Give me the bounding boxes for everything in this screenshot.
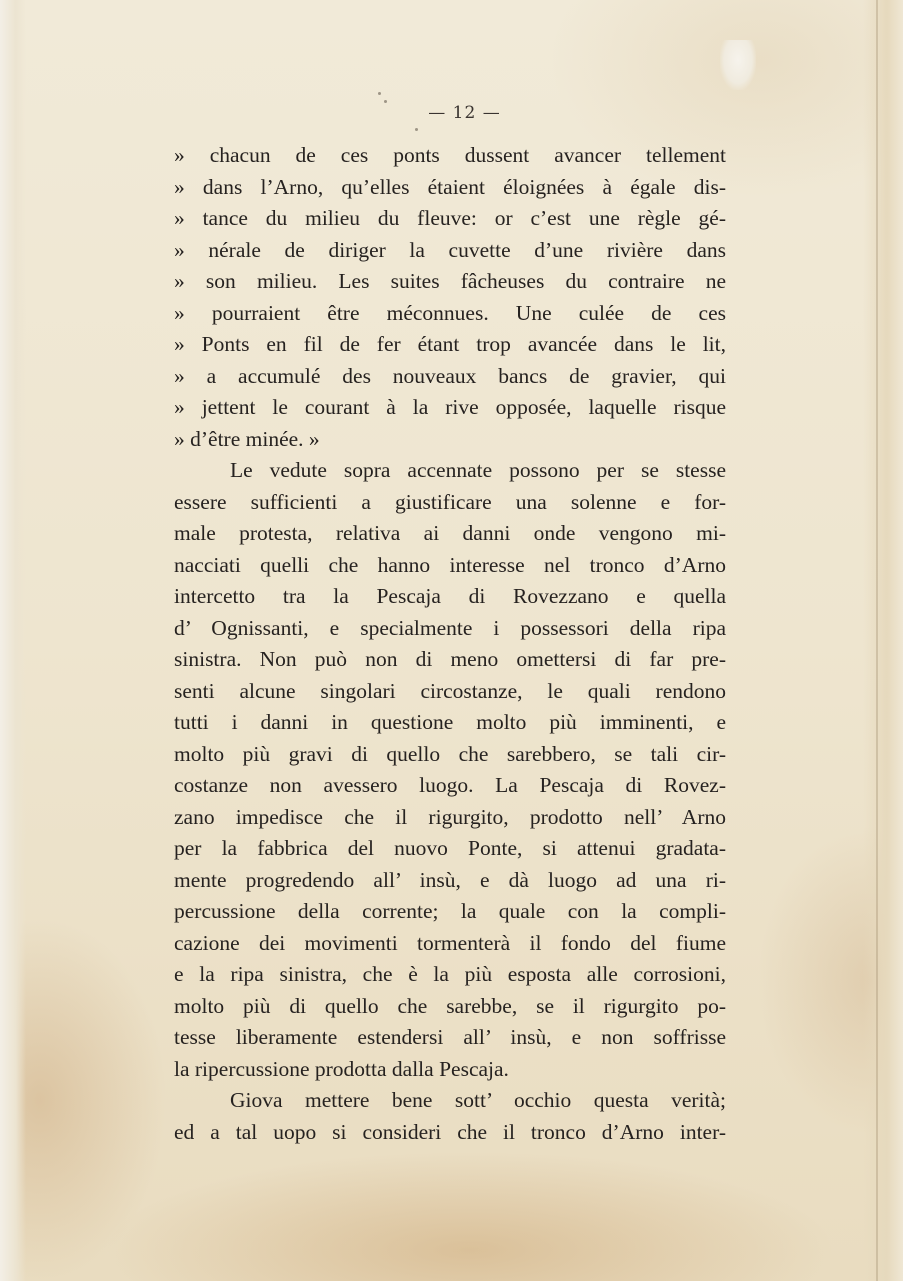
text-line: nacciati quelli che hanno interesse nel tronco d’Arno <box>174 552 726 577</box>
text-line: » d’être minée. » <box>174 426 320 451</box>
text-line: ed a tal uopo si consideri che il tronco d’Arno inter- <box>174 1119 726 1144</box>
text-line: » Ponts en fil de fer étant trop avancée dans le lit, <box>174 332 726 356</box>
text-line: » chacun de ces ponts dussent avancer tellement <box>174 143 726 167</box>
text-line: Le vedute sopra accennate possono per se stesse <box>230 458 726 482</box>
text-line: sinistra. Non può non di meno omettersi di far pre- <box>174 647 726 671</box>
body-text <box>174 140 726 1148</box>
text-line: » jettent le courant à la rive opposée, laquelle risque <box>174 395 726 419</box>
text-line: cazione dei movimenti tormenterà il fondo del fiume <box>174 930 726 955</box>
text-line: Giova mettere bene sott’ occhio questa verità; <box>230 1088 726 1112</box>
text-line: male protesta, relativa ai danni onde vengono mi- <box>174 521 726 545</box>
text-line: » pourraient être méconnues. Une culée de ces <box>174 300 726 325</box>
text-line: » nérale de diriger la cuvette d’une rivière dans <box>174 237 726 262</box>
paper-fold-line <box>876 0 878 1281</box>
text-line: molto più di quello che sarebbe, se il rigurgito po- <box>174 993 726 1018</box>
text-line: per la fabbrica del nuovo Ponte, si attenui gradata- <box>174 836 726 860</box>
text-line: zano impedisce che il rigurgito, prodotto nell’ Arno <box>174 804 726 829</box>
paper-right-edge <box>863 0 903 1281</box>
text-line: mente progredendo all’ insù, e dà luogo ad una ri- <box>174 867 726 892</box>
text-line: percussione della corrente; la quale con la compli- <box>174 899 726 923</box>
text-line: tutti i danni in questione molto più imminenti, e <box>174 710 726 734</box>
text-line: la ripercussione prodotta dalla Pescaja. <box>174 1056 509 1081</box>
paper-tear-mark <box>720 40 756 90</box>
text-line: e la ripa sinistra, che è la più esposta alle corrosioni, <box>174 962 726 986</box>
page-number: — 12 — <box>428 103 501 123</box>
text-line: essere sufficienti a giustificare una solenne e for- <box>174 489 726 514</box>
text-line: tesse liberamente estendersi all’ insù, e non soffrisse <box>174 1025 726 1049</box>
ink-speck <box>415 128 418 131</box>
text-line: » son milieu. Les suites fâcheuses du contraire ne <box>174 269 726 293</box>
text-line: molto più gravi di quello che sarebbero, se tali cir- <box>174 741 726 766</box>
text-line: » tance du milieu du fleuve: or c’est une règle gé- <box>174 206 726 230</box>
text-line: » dans l’Arno, qu’elles étaient éloignées à égale dis- <box>174 174 726 199</box>
paper-left-edge <box>0 0 26 1281</box>
text-line: costanze non avessero luogo. La Pescaja di Rovez- <box>174 773 726 797</box>
text-line: senti alcune singolari circostanze, le quali rendono <box>174 678 726 703</box>
text-line: intercetto tra la Pescaja di Rovezzano e quella <box>174 584 726 608</box>
text-line: » a accumulé des nouveaux bancs de gravier, qui <box>174 363 726 388</box>
text-line: d’ Ognissanti, e specialmente i possessori della ripa <box>174 615 726 640</box>
ink-speck <box>378 92 381 95</box>
